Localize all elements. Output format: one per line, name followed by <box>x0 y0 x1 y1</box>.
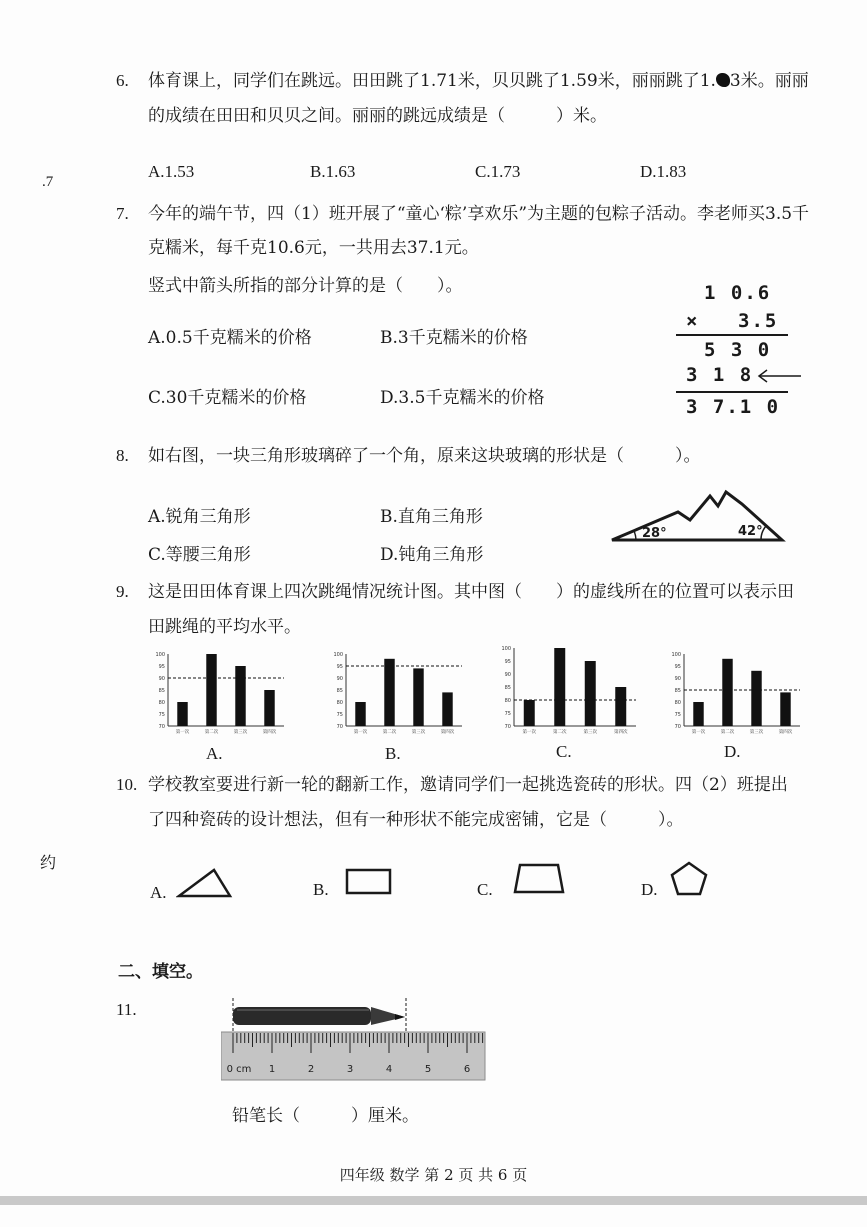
calc-row4: 3 1 8 <box>686 364 754 386</box>
ruler-label: 4 <box>385 1064 393 1075</box>
q10-option-a[interactable]: A. <box>150 883 167 902</box>
y-tick-label: 80 <box>158 700 165 706</box>
q8-number: 8. <box>116 446 129 465</box>
q7-option-c[interactable]: C.30千克糯米的价格 <box>148 388 307 408</box>
y-tick-label: 80 <box>336 700 343 706</box>
x-tick-label: 第三次 <box>411 730 426 735</box>
q8-option-d[interactable]: D.钝角三角形 <box>380 545 484 565</box>
calc-line-2 <box>676 391 788 393</box>
x-tick-label: 第二次 <box>720 730 735 735</box>
y-tick-label: 85 <box>336 688 343 694</box>
q10-option-d[interactable]: D. <box>641 880 658 899</box>
y-tick-label: 100 <box>333 652 343 658</box>
q10-option-b[interactable]: B. <box>313 880 329 899</box>
q6-option-c[interactable]: C.1.73 <box>475 162 521 181</box>
chart-d-svg <box>664 648 804 738</box>
triangle-icon[interactable] <box>176 866 234 900</box>
q6-line2: 的成绩在田田和贝贝之间。丽丽的跳远成绩是（ ）米。 <box>148 106 607 126</box>
trapezoid-icon[interactable] <box>512 862 566 896</box>
q6-line1 <box>148 71 809 91</box>
y-tick-label: 90 <box>158 676 165 682</box>
smudge-icon <box>716 73 730 87</box>
chart-d[interactable] <box>664 648 804 738</box>
y-tick-label: 75 <box>674 712 681 718</box>
y-tick-label: 80 <box>504 698 511 704</box>
q6-option-d[interactable]: D.1.83 <box>640 162 687 181</box>
q9-number: 9. <box>116 582 129 601</box>
x-tick-label: 第一次 <box>691 730 706 735</box>
angle-right-label: 42° <box>738 524 763 539</box>
q10-line2: 了四种瓷砖的设计想法，但有一种形状不能完成密铺，它是（ ）。 <box>148 810 684 830</box>
chart-c[interactable] <box>494 642 640 738</box>
q9-line2: 田跳绳的平均水平。 <box>148 617 301 637</box>
chart-bar <box>524 700 535 726</box>
chart-b-label: B. <box>385 744 401 763</box>
q8-option-b[interactable]: B.直角三角形 <box>380 507 483 527</box>
chart-bar <box>177 702 187 726</box>
bottom-divider <box>0 1196 867 1205</box>
x-tick-label: 第四次 <box>614 730 628 735</box>
section-2-title: 二、填空。 <box>118 962 203 982</box>
rectangle-icon[interactable] <box>344 867 394 897</box>
q6-line1-head: 体育课上，同学们在跳远。田田跳了1.71米，贝贝跳了1.59米，丽丽跳了1. <box>148 71 716 91</box>
calc-line-1 <box>676 334 788 336</box>
calc-operator: × <box>686 310 700 332</box>
y-tick-label: 70 <box>336 724 343 730</box>
margin-mark-2: 约 <box>40 853 57 872</box>
chart-bar <box>751 671 761 726</box>
q7-line3: 竖式中箭头所指的部分计算的是（ ）。 <box>148 276 463 296</box>
y-tick-label: 80 <box>674 700 681 706</box>
y-tick-label: 90 <box>336 676 343 682</box>
chart-bar <box>206 654 216 726</box>
y-tick-label: 100 <box>155 652 165 658</box>
chart-b-svg <box>326 648 466 738</box>
calc-row5: 3 7.1 0 <box>686 396 781 418</box>
q7-line1: 今年的端午节，四（1）班开展了“童心‘粽’享欢乐”为主题的包粽子活动。李老师买3.5千 <box>148 204 810 224</box>
chart-bar <box>355 702 365 726</box>
x-tick-label: 第三次 <box>233 730 248 735</box>
y-tick-label: 85 <box>158 688 165 694</box>
y-tick-label: 75 <box>504 711 511 717</box>
q7-line2: 克糯米，每千克10.6元，一共用去37.1元。 <box>148 238 479 258</box>
ruler-label: 6 <box>463 1064 471 1075</box>
y-tick-label: 75 <box>158 712 165 718</box>
chart-bar <box>264 690 274 726</box>
q10-option-c[interactable]: C. <box>477 880 493 899</box>
ruler-label: 0 cm <box>226 1064 252 1075</box>
q10-number: 10. <box>116 775 138 794</box>
y-tick-label: 90 <box>674 676 681 682</box>
chart-a-label: A. <box>206 744 223 763</box>
calc-row1: 1 0.6 <box>704 282 772 304</box>
x-tick-label: 第二次 <box>204 730 219 735</box>
x-tick-label: 第四次 <box>262 730 277 735</box>
margin-mark-1: .7 <box>42 174 54 190</box>
chart-a-svg <box>148 648 288 738</box>
calc-row3: 5 3 0 <box>704 339 772 361</box>
y-tick-label: 100 <box>501 646 511 652</box>
q7-option-d[interactable]: D.3.5千克糯米的价格 <box>380 388 545 408</box>
q6-line1-tail: 3米。丽丽 <box>729 71 809 91</box>
chart-bar <box>722 659 732 726</box>
x-tick-label: 第四次 <box>778 730 793 735</box>
x-tick-label: 第一次 <box>353 730 368 735</box>
q10-line1: 学校教室要进行新一轮的翻新工作，邀请同学们一起挑选瓷砖的形状。四（2）班提出 <box>148 775 788 795</box>
ruler-label: 1 <box>268 1064 276 1075</box>
chart-bar <box>615 687 626 726</box>
y-tick-label: 85 <box>504 685 511 691</box>
q6-option-a[interactable]: A.1.53 <box>148 162 195 181</box>
ruler-label: 3 <box>346 1064 354 1075</box>
chart-b[interactable] <box>326 648 466 738</box>
y-tick-label: 90 <box>504 672 511 678</box>
chart-c-svg <box>494 642 640 738</box>
page-footer: 四年级 数学 第 2 页 共 6 页 <box>339 1166 528 1184</box>
q8-option-a[interactable]: A.锐角三角形 <box>148 507 251 527</box>
angle-left-label: 28° <box>642 526 667 541</box>
chart-a[interactable] <box>148 648 288 738</box>
chart-c-label: C. <box>556 742 572 761</box>
chart-bar <box>585 661 596 726</box>
x-tick-label: 第二次 <box>553 730 567 735</box>
x-tick-label: 第四次 <box>440 730 455 735</box>
q8-option-c[interactable]: C.等腰三角形 <box>148 545 251 565</box>
q8-line1: 如右图，一块三角形玻璃碎了一个角，原来这块玻璃的形状是（ ）。 <box>148 446 701 466</box>
q11-answer: 铅笔长（ ）厘米。 <box>232 1106 419 1126</box>
y-tick-label: 95 <box>674 664 681 670</box>
broken-triangle-figure <box>606 484 792 546</box>
pencil-icon <box>233 1007 405 1025</box>
y-tick-label: 75 <box>336 712 343 718</box>
chart-bar <box>693 702 703 726</box>
y-tick-label: 70 <box>504 724 511 730</box>
ruler-label: 5 <box>424 1064 432 1075</box>
chart-bar <box>413 668 423 726</box>
y-tick-label: 70 <box>674 724 681 730</box>
y-tick-label: 85 <box>674 688 681 694</box>
y-tick-label: 100 <box>671 652 681 658</box>
chart-bar <box>442 692 452 726</box>
q7-option-b[interactable]: B.3千克糯米的价格 <box>380 328 528 348</box>
y-tick-label: 95 <box>504 659 511 665</box>
q6-option-b[interactable]: B.1.63 <box>310 162 356 181</box>
y-tick-label: 95 <box>158 664 165 670</box>
calc-row2: 3.5 <box>738 310 779 332</box>
q11-number: 11. <box>116 1000 137 1019</box>
chart-bar <box>554 648 565 726</box>
x-tick-label: 第二次 <box>382 730 397 735</box>
q7-option-a[interactable]: A.0.5千克糯米的价格 <box>148 328 312 348</box>
q7-number: 7. <box>116 204 129 223</box>
pentagon-icon[interactable] <box>668 860 710 898</box>
chart-bar <box>235 666 245 726</box>
x-tick-label: 第一次 <box>175 730 190 735</box>
chart-bar <box>384 659 394 726</box>
arrow-left-icon <box>755 368 803 384</box>
chart-d-label: D. <box>724 742 741 761</box>
x-tick-label: 第三次 <box>583 730 597 735</box>
y-tick-label: 95 <box>336 664 343 670</box>
y-tick-label: 70 <box>158 724 165 730</box>
chart-bar <box>780 692 790 726</box>
ruler-label: 2 <box>307 1064 315 1075</box>
pencil-ruler-figure <box>221 996 487 1082</box>
q6-number: 6. <box>116 71 129 90</box>
x-tick-label: 第三次 <box>749 730 764 735</box>
x-tick-label: 第一次 <box>522 730 536 735</box>
q9-line1: 这是田田体育课上四次跳绳情况统计图。其中图（ ）的虚线所在的位置可以表示田 <box>148 582 794 602</box>
pencil-ruler-svg <box>221 996 487 1082</box>
